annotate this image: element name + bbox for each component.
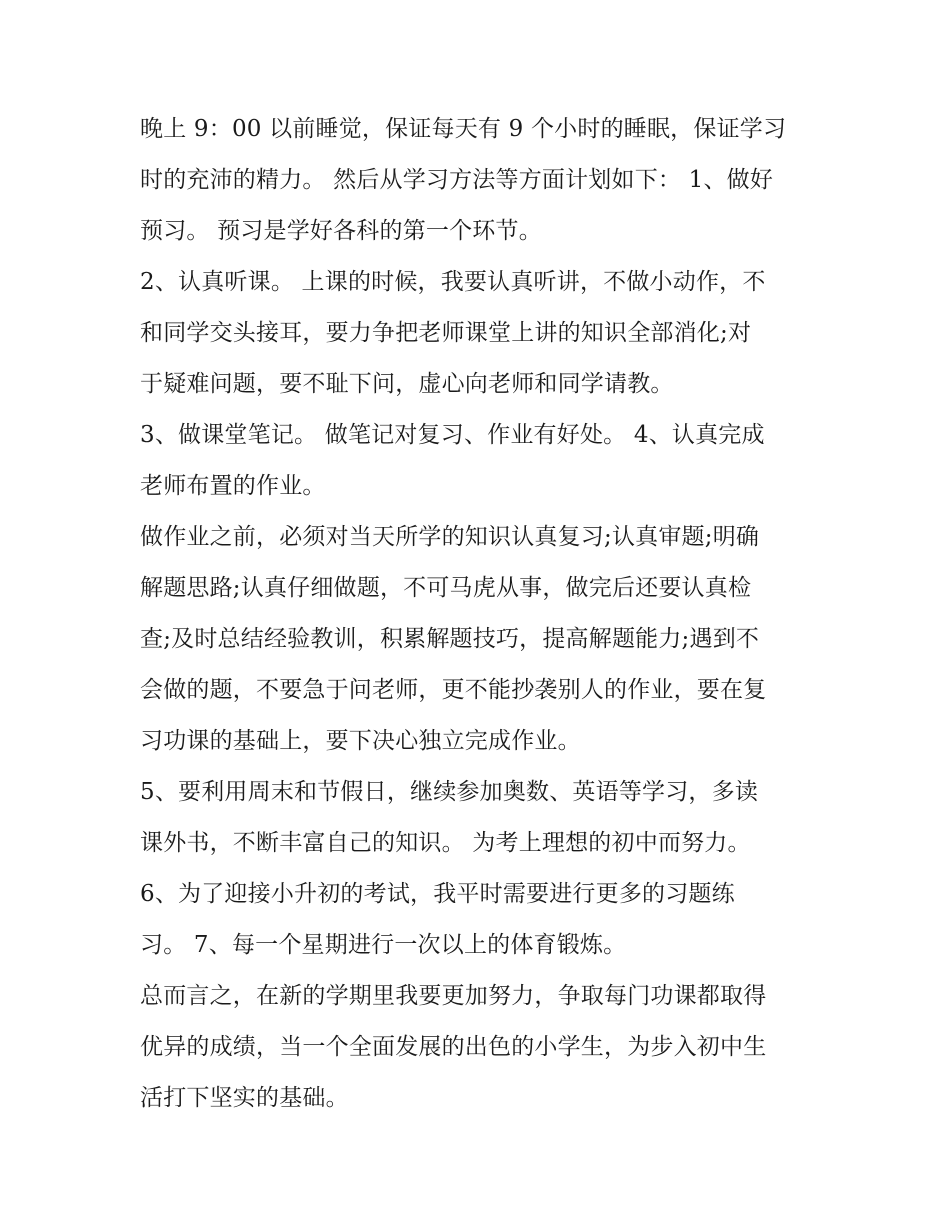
text-line: 习。 7、每一个星期进行一次以上的体育锻炼。 xyxy=(140,932,627,958)
text-line: 会做的题，不要急于问老师，更不能抄袭别人的作业，要在复 xyxy=(140,677,767,703)
text-line: 2、认真听课。 上课的时候，我要认真听讲，不做小动作，不 xyxy=(140,269,766,295)
text-line: 时的充沛的精力。 然后从学习方法等方面计划如下： 1、做好 xyxy=(140,167,774,193)
text-line: 老师布置的作业。 xyxy=(140,473,326,499)
text-line: 习功课的基础上，要下决心独立完成作业。 xyxy=(140,728,581,754)
text-line: 做作业之前，必须对当天所学的知识认真复习;认真审题;明确 xyxy=(140,524,760,550)
text-line: 查;及时总结经验教训，积累解题技巧，提高解题能力;遇到不 xyxy=(140,626,760,652)
text-line: 活打下坚实的基础。 xyxy=(140,1085,349,1111)
text-line: 和同学交头接耳，要力争把老师课堂上讲的知识全部消化;对 xyxy=(140,320,752,346)
text-line: 课外书，不断丰富自己的知识。 为考上理想的初中而努力。 xyxy=(140,830,751,856)
text-line: 预习。 预习是学好各科的第一个环节。 xyxy=(140,218,542,244)
text-line: 总而言之，在新的学期里我要更加努力，争取每门功课都取得 xyxy=(140,983,767,1009)
text-line: 晚上 9：00 以前睡觉，保证每天有 9 个小时的睡眠，保证学习 xyxy=(140,116,787,142)
text-line: 6、为了迎接小升初的考试，我平时需要进行更多的习题练 xyxy=(140,881,735,907)
text-line: 5、要利用周末和节假日，继续参加奥数、英语等学习，多读 xyxy=(140,779,759,805)
text-line: 于疑难问题，要不耻下问，虚心向老师和同学请教。 xyxy=(140,371,674,397)
text-line: 解题思路;认真仔细做题，不可马虎从事，做完后还要认真检 xyxy=(140,575,752,601)
document-body xyxy=(140,104,820,1124)
text-line: 3、做课堂笔记。 做笔记对复习、作业有好处。 4、认真完成 xyxy=(140,422,765,448)
text-line: 优异的成绩，当一个全面发展的出色的小学生，为步入初中生 xyxy=(140,1034,767,1060)
